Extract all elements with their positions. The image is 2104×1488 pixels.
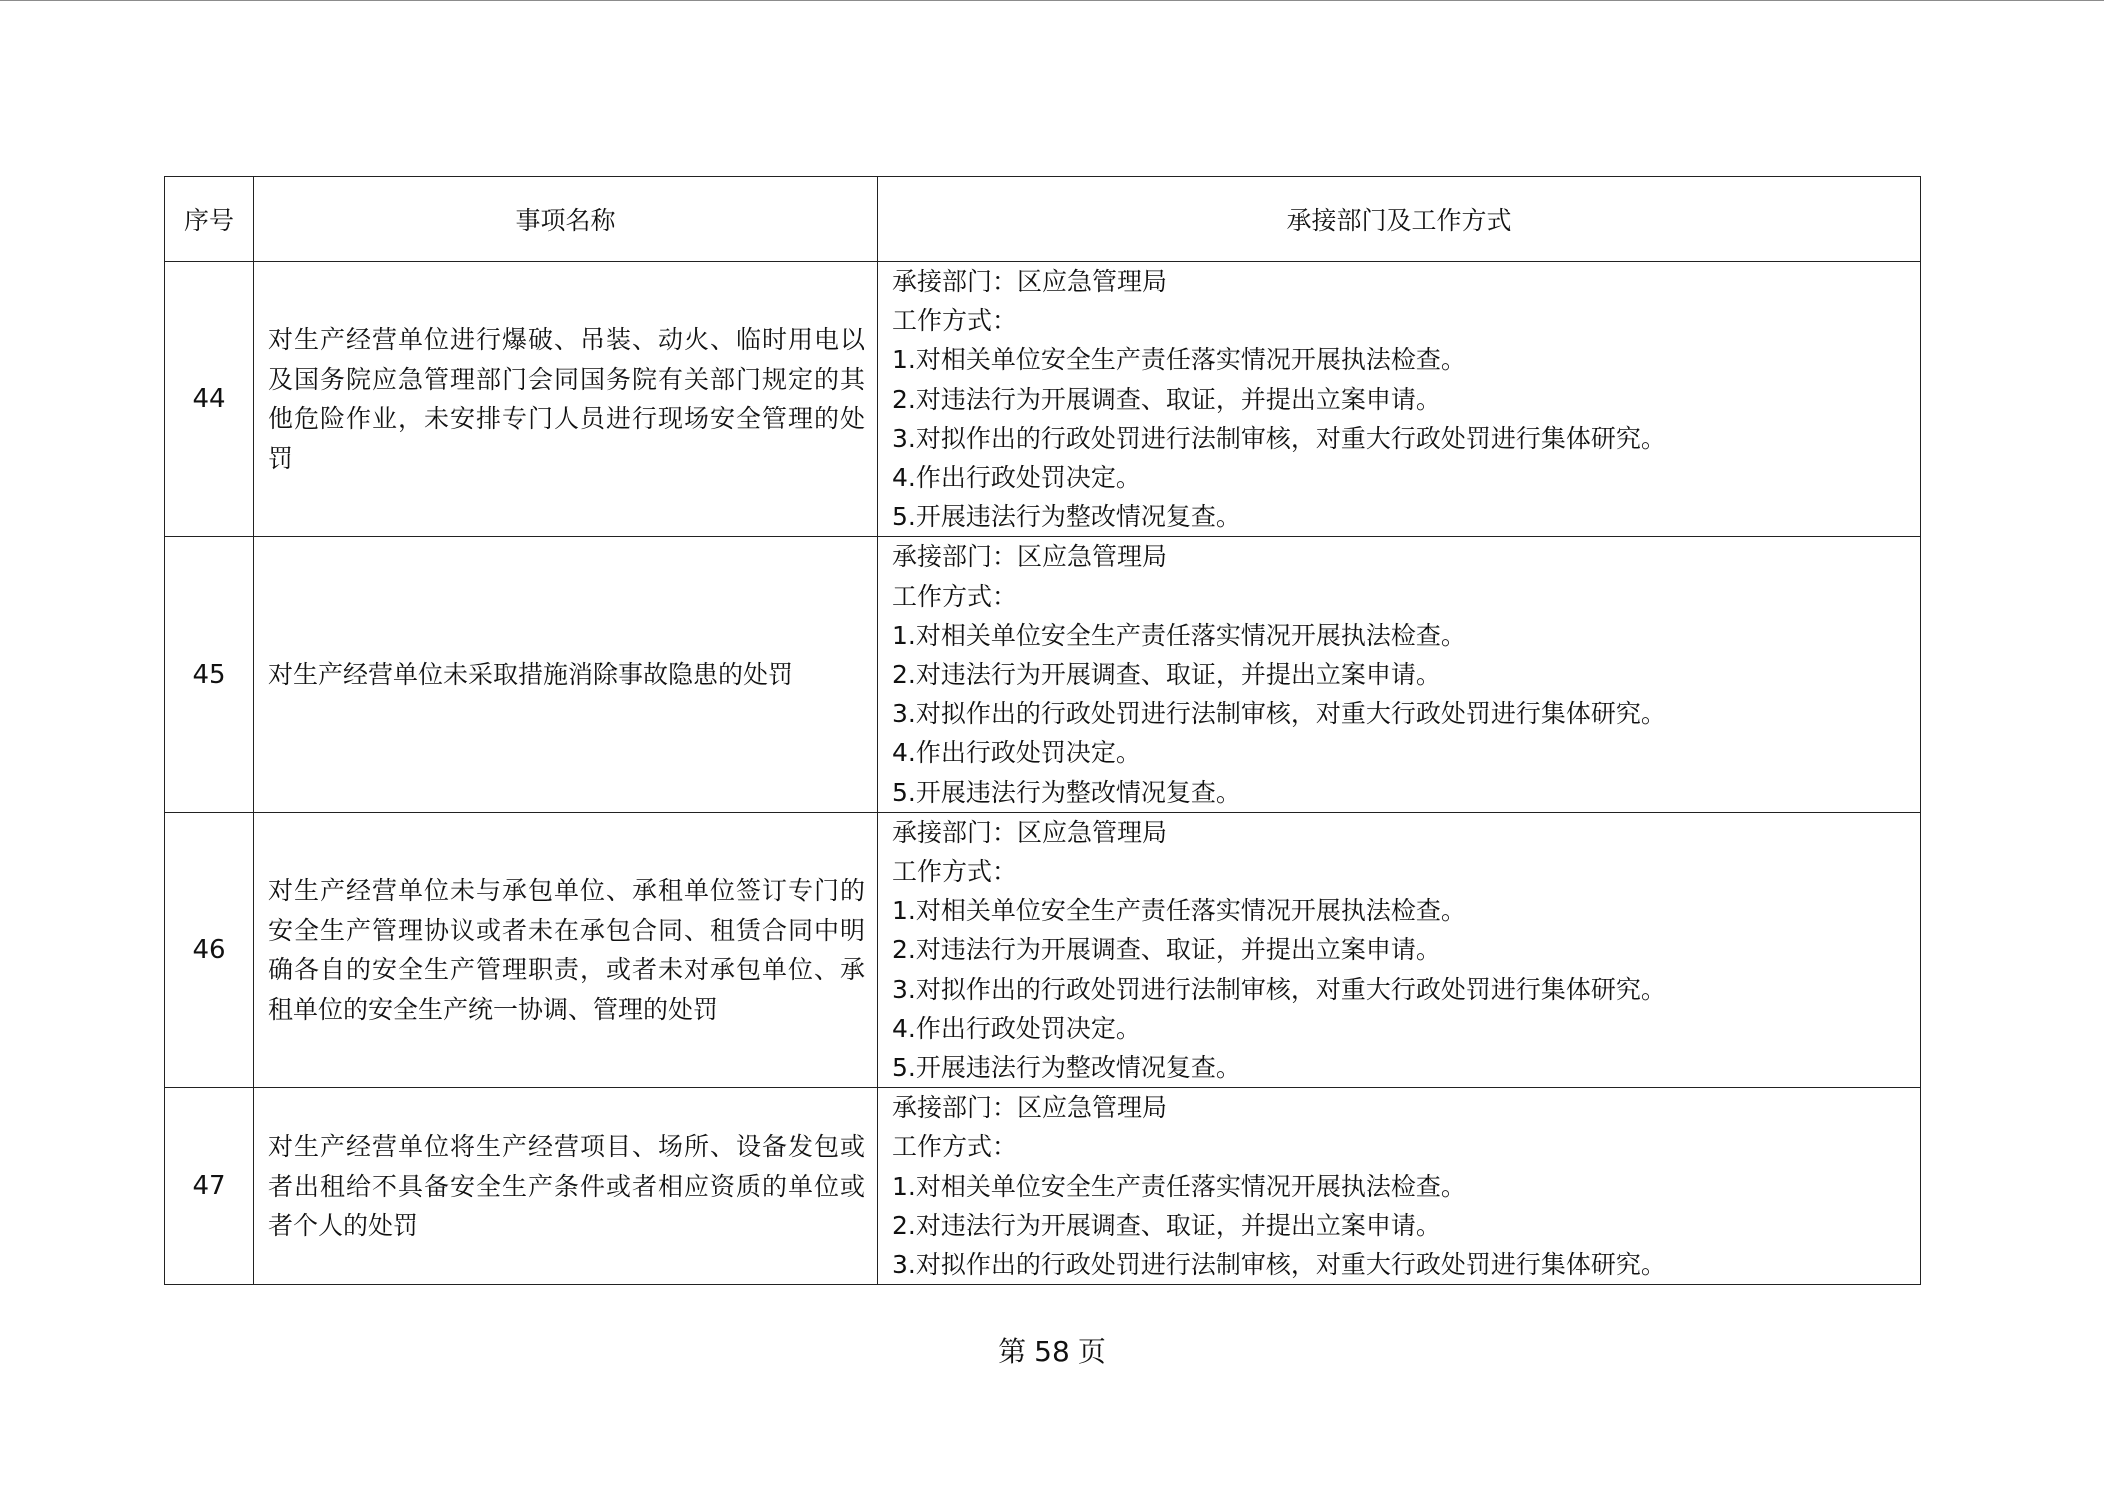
page-number: 58 xyxy=(1034,1335,1070,1368)
row-seq: 44 xyxy=(165,262,254,537)
dept-line: 3.对拟作出的行政处罚进行法制审核，对重大行政处罚进行集体研究。 xyxy=(892,974,1666,1004)
dept-line: 1.对相关单位安全生产责任落实情况开展执法检查。 xyxy=(892,345,1466,375)
page-footer xyxy=(0,1330,2104,1370)
row-dept xyxy=(878,1088,1921,1285)
row-dept xyxy=(878,812,1921,1087)
dept-line: 4.作出行政处罚决定。 xyxy=(892,1013,1141,1043)
dept-line: 3.对拟作出的行政处罚进行法制审核，对重大行政处罚进行集体研究。 xyxy=(892,699,1666,729)
table-row xyxy=(165,1088,1921,1285)
table-row xyxy=(165,537,1921,812)
dept-line: 2.对违法行为开展调查、取证，并提出立案申请。 xyxy=(892,1210,1441,1240)
row-seq: 47 xyxy=(165,1088,254,1285)
row-dept xyxy=(878,537,1921,812)
header-name: 事项名称 xyxy=(254,177,878,262)
dept-line: 4.作出行政处罚决定。 xyxy=(892,463,1141,493)
dept-line: 承接部门：区应急管理局 xyxy=(892,1093,1168,1123)
dept-line: 承接部门：区应急管理局 xyxy=(892,267,1168,296)
dept-line: 5.开展违法行为整改情况复查。 xyxy=(892,1053,1241,1083)
dept-line: 1.对相关单位安全生产责任落实情况开展执法检查。 xyxy=(892,1171,1466,1201)
matters-table xyxy=(164,176,1921,1285)
dept-line: 工作方式： xyxy=(892,581,1018,611)
page-number-suffix: 页 xyxy=(1077,1335,1106,1368)
dept-line: 承接部门：区应急管理局 xyxy=(892,817,1168,847)
dept-line: 2.对违法行为开展调查、取证，并提出立案申请。 xyxy=(892,384,1441,414)
dept-line: 3.对拟作出的行政处罚进行法制审核，对重大行政处罚进行集体研究。 xyxy=(892,423,1666,453)
dept-line: 工作方式： xyxy=(892,306,1018,336)
dept-line: 5.开展违法行为整改情况复查。 xyxy=(892,502,1241,532)
row-dept xyxy=(878,262,1921,537)
dept-line: 2.对违法行为开展调查、取证，并提出立案申请。 xyxy=(892,935,1441,965)
table-row xyxy=(165,812,1921,1087)
dept-line: 3.对拟作出的行政处罚进行法制审核，对重大行政处罚进行集体研究。 xyxy=(892,1250,1666,1280)
row-name: 对生产经营单位未与承包单位、承租单位签订专门的安全生产管理协议或者未在承包合同、租赁合同中明确各自的安全生产管理职责，或者未对承包单位、承租单位的安全生产统一协调、管理的处罚 xyxy=(254,812,878,1087)
dept-line: 工作方式： xyxy=(892,1132,1018,1162)
row-seq: 46 xyxy=(165,812,254,1087)
header-dept: 承接部门及工作方式 xyxy=(878,177,1921,262)
table-header-row xyxy=(165,177,1921,262)
row-name: 对生产经营单位将生产经营项目、场所、设备发包或者出租给不具备安全生产条件或者相应资质的单位或者个人的处罚 xyxy=(254,1088,878,1285)
page-number-prefix: 第 xyxy=(998,1335,1027,1368)
dept-line: 2.对违法行为开展调查、取证，并提出立案申请。 xyxy=(892,660,1441,690)
dept-line: 工作方式： xyxy=(892,857,1018,887)
dept-line: 承接部门：区应急管理局 xyxy=(892,542,1168,572)
table-row xyxy=(165,262,1921,537)
row-name: 对生产经营单位未采取措施消除事故隐患的处罚 xyxy=(254,537,878,812)
dept-line: 4.作出行政处罚决定。 xyxy=(892,738,1141,768)
header-seq: 序号 xyxy=(165,177,254,262)
dept-line: 1.对相关单位安全生产责任落实情况开展执法检查。 xyxy=(892,620,1466,650)
page-top-rule xyxy=(0,0,2104,1)
dept-line: 5.开展违法行为整改情况复查。 xyxy=(892,777,1241,807)
row-name: 对生产经营单位进行爆破、吊装、动火、临时用电以及国务院应急管理部门会同国务院有关部门规定的其他危险作业，未安排专门人员进行现场安全管理的处罚 xyxy=(254,262,878,537)
dept-line: 1.对相关单位安全生产责任落实情况开展执法检查。 xyxy=(892,896,1466,926)
row-seq: 45 xyxy=(165,537,254,812)
